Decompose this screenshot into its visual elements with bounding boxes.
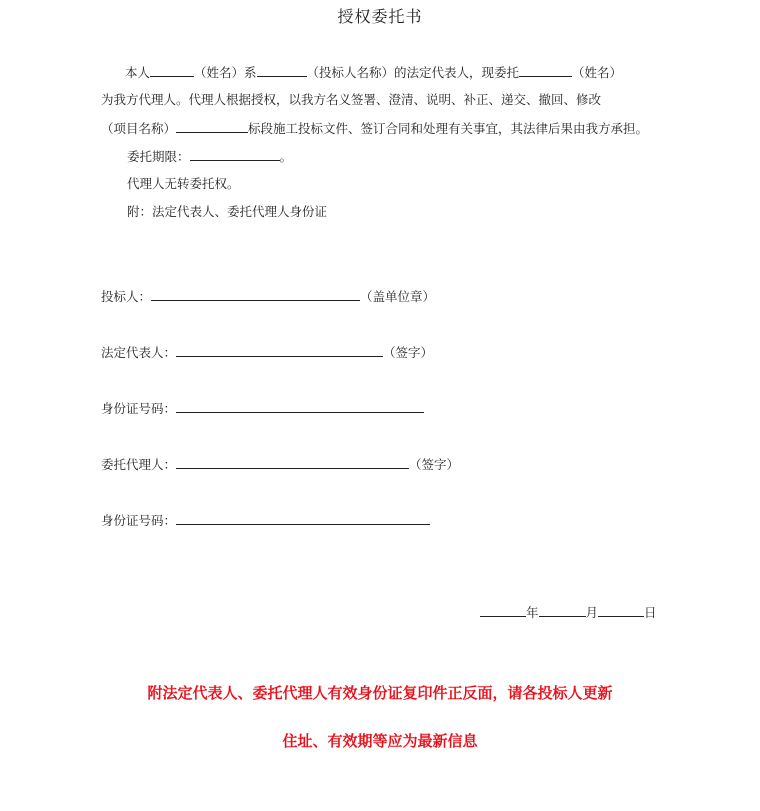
text-legal-rep: （投标人名称）的法定代表人，现委托 bbox=[306, 65, 520, 80]
field-agent bbox=[101, 456, 459, 473]
month-label: 月 bbox=[585, 605, 599, 620]
attachment-line: 附：法定代表人、委托代理人身份证 bbox=[127, 204, 328, 219]
field-suffix: （盖单位章） bbox=[360, 289, 436, 304]
field-label: 法定代表人： bbox=[101, 345, 177, 360]
field-id-number-1 bbox=[101, 400, 424, 417]
day-label: 日 bbox=[644, 605, 657, 620]
field-suffix: （签字） bbox=[383, 345, 434, 360]
notice-line-2: 住址、有效期等应为最新信息 bbox=[282, 732, 478, 750]
text-name-xi: （姓名）系 bbox=[194, 65, 257, 80]
field-legal-rep bbox=[101, 344, 433, 361]
text-ben-ren: 本人 bbox=[125, 65, 151, 80]
field-label: 投标人： bbox=[101, 289, 152, 304]
field-label: 身份证号码： bbox=[101, 401, 177, 416]
field-label: 身份证号码： bbox=[101, 513, 177, 528]
year-blank bbox=[480, 604, 526, 617]
notice-line-1: 附法定代表人、委托代理人有效身份证复印件正反面，请各投标人更新 bbox=[147, 684, 613, 702]
text-project-name: （项目名称） bbox=[101, 121, 177, 136]
name-blank bbox=[150, 64, 194, 77]
term-label: 委托期限： bbox=[127, 149, 190, 164]
field-blank bbox=[151, 288, 360, 301]
field-label: 委托代理人： bbox=[101, 457, 177, 472]
field-blank bbox=[176, 400, 424, 413]
month-blank bbox=[539, 604, 586, 617]
term-end: 。 bbox=[279, 149, 293, 164]
intro-line-2: 为我方代理人。代理人根据授权，以我方名义签署、澄清、说明、补正、递交、撤回、修改 bbox=[101, 92, 602, 107]
intro-line-3 bbox=[101, 120, 648, 137]
term-blank bbox=[190, 148, 280, 161]
text-consequences: 标段施工投标文件、签订合同和处理有关事宜，其法律后果由我方承担。 bbox=[248, 121, 649, 136]
field-blank bbox=[176, 344, 383, 357]
project-name-blank bbox=[176, 120, 248, 133]
no-transfer-line: 代理人无转委托权。 bbox=[127, 176, 240, 191]
bidder-name-blank bbox=[257, 64, 307, 77]
field-bidder bbox=[101, 288, 435, 305]
date-line bbox=[480, 604, 657, 621]
document-title: 授权委托书 bbox=[337, 7, 423, 26]
field-blank bbox=[176, 456, 409, 469]
intro-line-1 bbox=[125, 64, 622, 81]
year-label: 年 bbox=[526, 605, 539, 620]
day-blank bbox=[598, 604, 644, 617]
term-line bbox=[127, 148, 292, 165]
field-suffix: （签字） bbox=[409, 457, 460, 472]
text-agent-name: （姓名） bbox=[572, 65, 623, 80]
field-id-number-2 bbox=[101, 512, 430, 529]
agent-name-blank bbox=[519, 64, 572, 77]
field-blank bbox=[176, 512, 430, 525]
